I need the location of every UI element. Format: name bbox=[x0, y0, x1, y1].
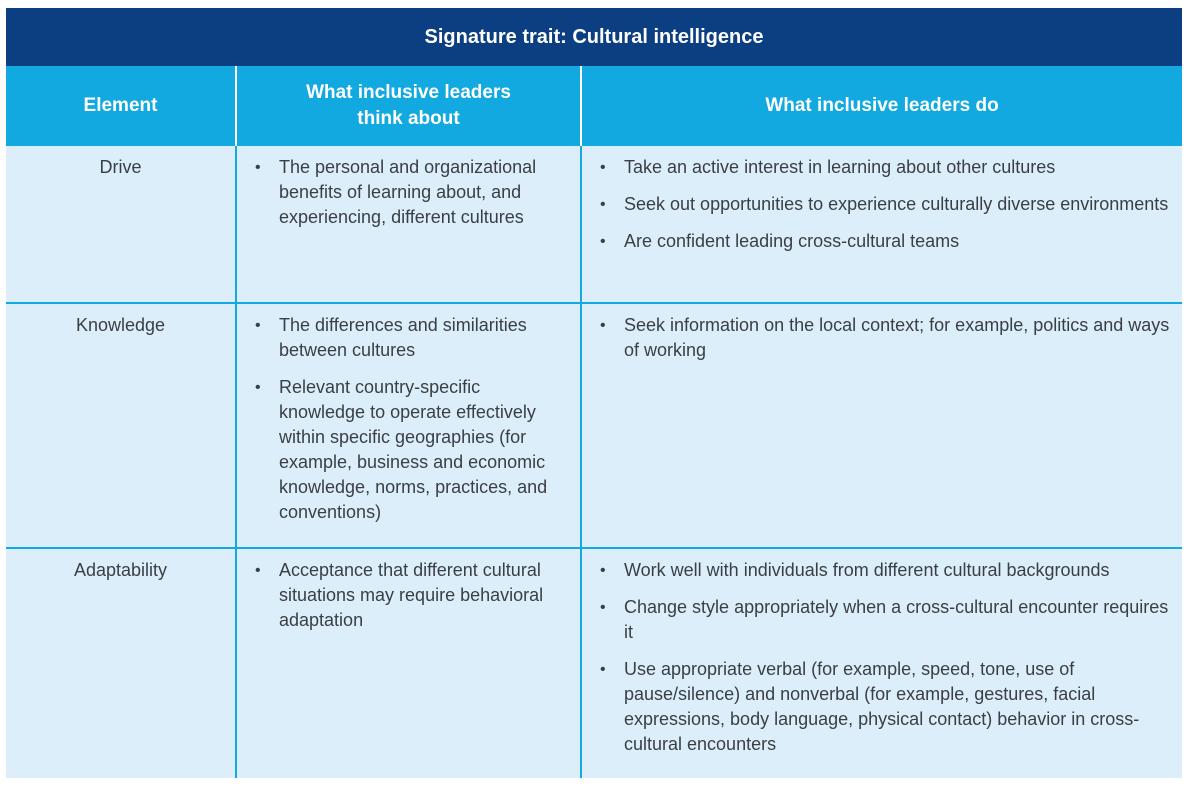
header-think-about bbox=[237, 66, 582, 146]
list-item: • Are confident leading cross-cultural teams bbox=[582, 229, 1172, 254]
bullet-icon: • bbox=[600, 159, 606, 176]
do-cell bbox=[582, 304, 1182, 547]
bullet-icon: • bbox=[255, 159, 261, 176]
table-row bbox=[6, 547, 1182, 778]
bullet-icon: • bbox=[255, 317, 261, 334]
bullet-icon: • bbox=[600, 599, 606, 616]
bullet-icon: • bbox=[255, 562, 261, 579]
bullet-icon: • bbox=[600, 196, 606, 213]
bullet-icon: • bbox=[600, 317, 606, 334]
list-item: • The personal and organizational benefits of learning about, and experiencing, different cultures bbox=[255, 157, 537, 227]
do-cell bbox=[582, 146, 1182, 302]
element-cell: Adaptability bbox=[6, 549, 237, 778]
bullet-icon: • bbox=[600, 233, 606, 250]
list-item: • The differences and similarities between cultures bbox=[255, 315, 527, 360]
element-cell: Knowledge bbox=[6, 304, 237, 547]
table-title: Signature trait: Cultural intelligence bbox=[6, 8, 1182, 66]
table-row bbox=[6, 146, 1182, 302]
list-item: • Acceptance that different cultural situations may require behavioral adaptation bbox=[255, 560, 544, 630]
list-item: • Relevant country-specific knowledge to operate effectively within specific geographies (for example, business and economic knowledge, norms, practices, and conventions) bbox=[255, 377, 548, 522]
list-item: • Seek out opportunities to experience culturally diverse environments bbox=[582, 192, 1172, 217]
header-think-line1: What inclusive leaders bbox=[306, 82, 511, 103]
header-row bbox=[6, 66, 1182, 146]
table-row bbox=[6, 302, 1182, 547]
header-do: What inclusive leaders do bbox=[765, 95, 999, 116]
header-element: Element bbox=[6, 66, 237, 146]
think-cell bbox=[237, 304, 582, 547]
think-cell bbox=[237, 549, 582, 778]
bullet-icon: • bbox=[600, 661, 606, 678]
do-cell bbox=[582, 549, 1182, 778]
element-cell: Drive bbox=[6, 146, 237, 302]
bullet-icon: • bbox=[255, 379, 261, 396]
bullet-icon: • bbox=[600, 562, 606, 579]
list-item: • Use appropriate verbal (for example, speed, tone, use of pause/silence) and nonverbal (for example, gestures, facial expressions, body language, physical contact) behavior in cross-cultural encounters bbox=[600, 659, 1140, 754]
list-item: • Seek information on the local context; for example, politics and ways of working bbox=[600, 315, 1170, 360]
cultural-intelligence-table bbox=[6, 8, 1182, 778]
list-item: • Change style appropriately when a cross-cultural encounter requires it bbox=[600, 597, 1169, 642]
list-item: • Work well with individuals from different cultural backgrounds bbox=[582, 558, 1172, 583]
header-think-line2: think about bbox=[357, 108, 460, 129]
think-cell bbox=[237, 146, 582, 302]
list-item: • Take an active interest in learning about other cultures bbox=[582, 155, 1172, 180]
